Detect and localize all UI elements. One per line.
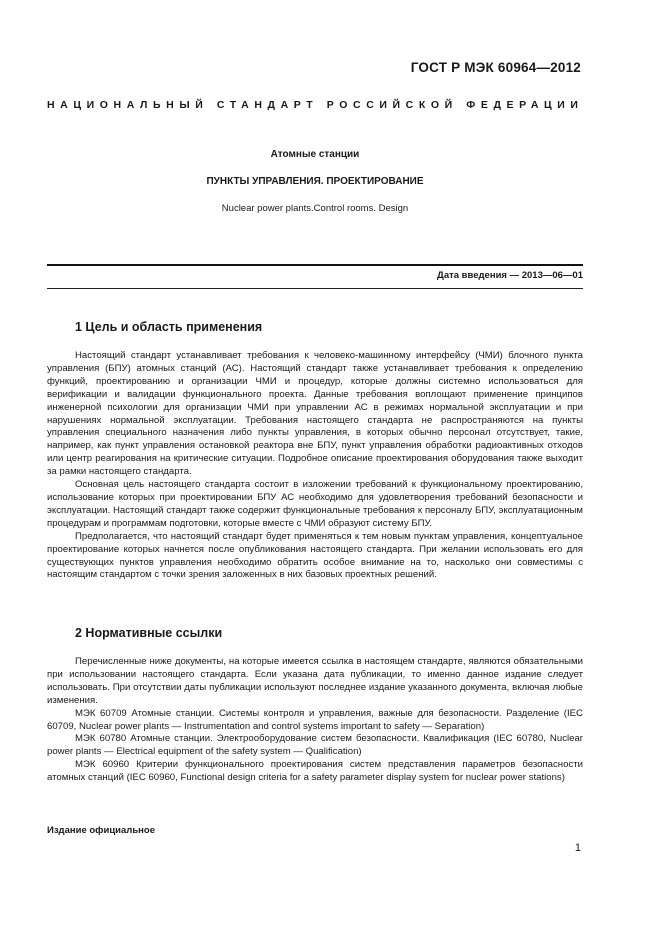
document-subject: Атомные станции (270, 149, 360, 160)
section-heading: 1 Цель и область применения (75, 320, 263, 334)
document-title-english: Nuclear power plants.Control rooms. Design (221, 203, 409, 214)
paragraph: Основная цель настоящего стандарта состоит в изложении требований к функциональному проектированию, использование которых при проектировании БПУ АС необходимо для удовлетворения требований безопасности и эксплуатации. Настоящий стандарт также содержит функциональные требования к персоналу БПУ, эксплуатационным процедурам и программам подготовки, которые вместе с ЧМИ образуют систему БПУ. (47, 479, 583, 529)
section-heading: 2 Нормативные ссылки (75, 626, 223, 640)
paragraph: Перечисленные ниже документы, на которые имеется ссылка в настоящем стандарте, являются обязательными при использовании настоящего стандарта. Если указана дата публикации, то именно данное издание следует использовать. При отсутствии даты публикации используют последнее издание указанного документа, включая любые изменения. (47, 656, 583, 706)
paragraph: Предполагается, что настоящий стандарт будет применяться к тем новым пунктам управления, концептуальное проектирование которых начнется после опубликования настоящего стандарта. При желании использовать его для существующих пунктов управления необходимо обратить особое внимание на то, насколько они совместимы с настоящим стандартом с точки зрения заложенных в них базовых проектных решений. (47, 530, 583, 581)
reference-item: МЭК 60780 Атомные станции. Электрооборудование систем безопасности. Квалификация (IEC 60780, Nuclear power plants — Electrical equipment of the safety system — Qualification) (47, 733, 583, 758)
standard-code: ГОСТ Р МЭК 60964—2012 (410, 60, 581, 75)
national-standard-banner: НАЦИОНАЛЬНЫЙ СТАНДАРТ РОССИЙСКОЙ ФЕДЕРАЦИИ (47, 99, 584, 111)
paragraph: Настоящий стандарт устанавливает требования к человеко-машинному интерфейсу (ЧМИ) блочного пункта управления (БПУ) атомных станций (АС). Настоящий стандарт также устанавливает требования к определению функций, проектированию и организации ЧМИ и процедур, которые должны системно использоваться для верификации и валидации функционального проекта. Данные требования воплощают применение принципов инженерной психологии для организации ЧМИ при управлении АС в режимах нормальной эксплуатации и при нарушениях нормальной эксплуатации. Требования настоящего стандарта не распространяются на пункты управления специального назначения либо пункты управления, в которых обычно персонал отсутствует, такие, например, как пункт управления остановкой реактора вне БПУ, пункт управления обработки радиоактивных отходов или центр реагирования на критические ситуации. Подробное описание проектирования оборудования также выходит за рамки настоящего стандарта. (47, 350, 583, 478)
section-body (47, 350, 583, 582)
document-title: ПУНКТЫ УПРАВЛЕНИЯ. ПРОЕКТИРОВАНИЕ (206, 176, 424, 187)
reference-item: МЭК 60709 Атомные станции. Системы контроля и управления, важные для безопасности. Разделение (IEC 60709, Nuclear power plants — Instrumentation and control systems important to safety — Separation) (47, 707, 583, 732)
edition-note: Издание официальное (47, 825, 155, 836)
title-divider-thick (47, 264, 583, 266)
section-body (47, 656, 583, 785)
title-divider-thin (47, 288, 583, 289)
reference-item: МЭК 60960 Критерии функционального проектирования систем представления параметров безопасности атомных станций (IEC 60960, Functional design criteria for a safety parameter display system for nuclear power stations) (47, 759, 583, 784)
introduction-date: Дата введения — 2013—06—01 (437, 270, 583, 281)
page-number: 1 (574, 842, 581, 854)
